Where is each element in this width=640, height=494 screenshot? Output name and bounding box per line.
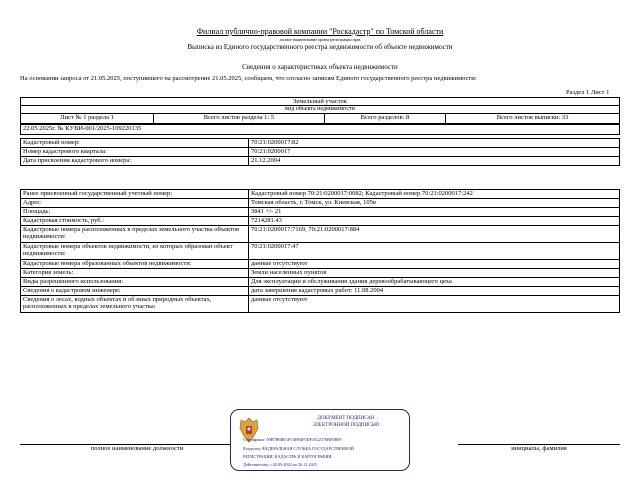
signature-name: инициалы, фамилия <box>458 445 620 453</box>
stamp-owner2: РЕГИСТРАЦИИ, КАДАСТРА И КАРТОГРАФИИ <box>243 454 332 459</box>
organization-name: Филиал публично-правовой компании "Роскадастр" по Томской области <box>196 27 444 36</box>
total-sheets-section-cell: Всего листов раздела 1: 5 <box>154 113 325 123</box>
total-sections-cell: Всего разделов: 8 <box>324 113 445 123</box>
detail-value: 70:21:0200017:7169, 70:21:0200017:884 <box>249 226 620 243</box>
stamp-title2: ЭЛЕКТРОННОЙ ПОДПИСЬЮ <box>312 423 380 428</box>
detail-label: Сведения о лесах, водных объектах и об иных природных объектах, расположенных в пределах земельного участка: <box>21 296 249 313</box>
detail-value: 3841 +/- 21 <box>249 208 620 217</box>
detail-label: Виды разрешенного использования: <box>21 278 249 287</box>
object-type-note: вид объекта недвижимости <box>21 106 620 114</box>
detail-label: Категория земель: <box>21 269 249 278</box>
detail-value: Томская область, г. Томск, ул. Киевская, 105в <box>249 199 620 208</box>
assignment-date-value: 21.12.2004 <box>249 157 620 166</box>
detail-label: Адрес: <box>21 199 249 208</box>
detail-label: Кадастровые номера расположенных в пределах земельного участка объектов недвижимости: <box>21 226 249 243</box>
detail-label: Кадастровые номера объектов недвижимости, из которых образован объект недвижимости: <box>21 243 249 260</box>
detail-value: данные отсутствуют <box>249 260 620 269</box>
object-type-table <box>20 97 620 124</box>
cadastral-number-value: 70:21:0200017:82 <box>249 139 620 148</box>
detail-value: 7214281.43 <box>249 217 620 226</box>
detail-value: данные отсутствуют <box>249 296 620 313</box>
detail-label: Сведения о кадастровом инженере: <box>21 287 249 296</box>
object-type <box>21 98 620 106</box>
stamp-title: ДОКУМЕНТ ПОДПИСАН <box>317 416 375 421</box>
detail-value: Для эксплуатации и обслуживания здания деревообрабатывающего цеха <box>249 278 620 287</box>
stamp-owner: Владелец: ФЕДЕРАЛЬНАЯ СЛУЖБА ГОСУДАРСТВЕННОЙ <box>243 446 354 451</box>
detail-label: Площадь: <box>21 208 249 217</box>
assignment-date-label: Дата присвоения кадастрового номера: <box>21 157 249 166</box>
details-table <box>20 189 620 313</box>
detail-label: Ранее присвоенный государственный учетный номер: <box>21 190 249 199</box>
stamp-certificate: Сертификат: 00B7B6BE1FC6B94F0DF1E22576BE9B09 <box>243 437 342 442</box>
basis-text: На основании запроса от 21.05.2025, поступившего на рассмотрение 21.05.2025, сообщаем, что согласно записям Единого государственного реестра недвижимости: <box>20 75 477 82</box>
electronic-signature-stamp <box>230 409 410 471</box>
section-label: Раздел 1 Лист 1 <box>566 89 610 96</box>
cadastral-number-label: Кадастровый номер: <box>21 139 249 148</box>
detail-value: дата завершения кадастровых работ: 11.08.2004 <box>249 287 620 296</box>
quarter-number-value: 70:21:0200017 <box>249 148 620 157</box>
total-sheets-extract-cell: Всего листов выписки: 33 <box>446 113 620 123</box>
ids-table <box>20 138 620 166</box>
info-title: Сведения о характеристиках объекта недвижимости <box>242 63 398 71</box>
extract-title: Выписка из Единого государственного реестра недвижимости об объекте недвижимости <box>187 43 453 51</box>
detail-label: Кадастровая стоимость, руб.: <box>21 217 249 226</box>
detail-value: Земли населенных пунктов <box>249 269 620 278</box>
stamp-valid: Действителен: с 02.09.2024 по 26.11.2025 <box>243 462 317 467</box>
signature-position: полное наименование должности <box>20 445 254 453</box>
doc-number: 22.05.2025г. № КУВИ-001/2025-109220135 <box>21 125 620 135</box>
quarter-number-label: Номер кадастрового квартала: <box>21 148 249 157</box>
detail-label: Кадастровые номера образованных объектов недвижимости: <box>21 260 249 269</box>
organization-note: полное наименование органа регистрации прав <box>279 37 361 42</box>
detail-value: 70:21:0200017:47 <box>249 243 620 260</box>
detail-value: Кадастровый номер 70:21:0200017:0082; Кадастровый номер 70:21:0200017:242 <box>249 190 620 199</box>
object-type-value: Земельный участок <box>293 98 347 105</box>
doc-number-table <box>20 124 620 135</box>
sheet-cell: Лист № 1 раздела 1 <box>21 113 154 123</box>
